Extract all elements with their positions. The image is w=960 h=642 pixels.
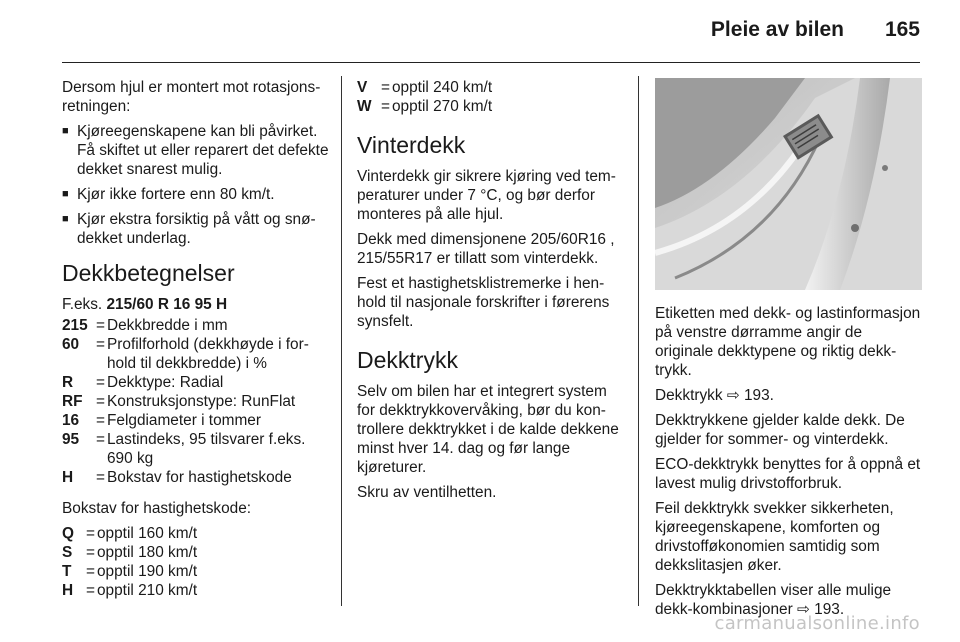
equals-sign: = xyxy=(96,431,105,448)
definition-value: Bokstav for hastighetskode xyxy=(107,469,292,486)
definition-value: Profilforhold (dekkhøyde i forhold til dekkbredde) i % xyxy=(107,336,309,372)
column-divider-1 xyxy=(341,76,342,606)
tire-code-definitions xyxy=(62,316,332,487)
paragraph: Feil dekktrykk svekker sikkerheten, kjøreegenskapene, komforten og drivstofføkonomien samtidig som dekkslitasjen øker. xyxy=(655,500,894,574)
speed-key: Q xyxy=(62,525,74,542)
definition-key: 60 xyxy=(62,336,80,353)
heading-vinterdekk: Vinterdekk xyxy=(357,132,466,158)
definition-row xyxy=(62,316,332,335)
definition-row xyxy=(62,392,332,411)
definition-key: 215 xyxy=(62,317,88,334)
header-rule xyxy=(62,62,920,63)
speed-value: opptil 190 km/t xyxy=(97,563,198,580)
equals-sign: = xyxy=(381,79,390,96)
speed-key: W xyxy=(357,98,372,115)
speed-value: opptil 160 km/t xyxy=(97,525,198,542)
bullet-item: ■ Kjør ekstra forsiktig på vått og snødekket underlag. xyxy=(62,210,332,248)
speed-key: H xyxy=(62,582,74,599)
definition-row xyxy=(62,430,332,468)
heading-dekkbetegnelser: Dekkbetegnelser xyxy=(62,260,235,286)
paragraph: Etiketten med dekk- og lastinformasjon på venstre dørramme angir de originale dekktypene og riktig dekktrykk. xyxy=(655,305,921,379)
paragraph: ECO-dekktrykk benyttes for å oppnå et lavest mulig drivstofforbruk. xyxy=(655,456,921,492)
speed-key: S xyxy=(62,544,73,561)
speed-code-list xyxy=(62,524,332,600)
speed-row xyxy=(62,543,332,562)
paragraph: Dekktrykkene gjelder kalde dekk. De gjelder for sommer- og vinterdekk. xyxy=(655,412,905,448)
speed-value: opptil 180 km/t xyxy=(97,544,198,561)
page-header xyxy=(0,0,960,62)
definition-value: Felgdiameter i tommer xyxy=(107,412,261,429)
paragraph: Vinterdekk gir sikrere kjøring ved temperaturer under 7 °C, og bør derfor monteres på alle hjul. xyxy=(357,168,616,223)
speed-key: V xyxy=(357,79,368,96)
bullet-item: ■ Kjør ikke fortere enn 80 km/t. xyxy=(62,185,332,204)
column-2 xyxy=(357,78,623,508)
door-frame-label-photo xyxy=(655,78,922,290)
paragraph: Dekk med dimensjonene 205/60R16 , 215/55R17 er tillatt som vinterdekk. xyxy=(357,231,615,267)
speed-value: opptil 240 km/t xyxy=(392,79,493,96)
definition-row xyxy=(62,468,332,487)
equals-sign: = xyxy=(96,469,105,486)
equals-sign: = xyxy=(96,374,105,391)
bullet-list xyxy=(62,122,332,248)
equals-sign: = xyxy=(96,393,105,410)
paragraph-ref-link[interactable]: Dekktrykktabellen viser alle mulige dekk-kombinasjoner ⇨ 193. xyxy=(655,582,892,618)
door-frame-illustration xyxy=(655,78,922,290)
equals-sign: = xyxy=(96,336,105,353)
paragraph: Fest et hastighetsklistremerke i henhold til nasjonale forskrifter i førerens synsfelt. xyxy=(357,275,610,330)
definition-row xyxy=(62,411,332,430)
equals-sign: = xyxy=(86,544,95,561)
definition-row xyxy=(62,335,332,373)
definition-value: Konstruksjonstype: RunFlat xyxy=(107,393,296,410)
definition-key: R xyxy=(62,374,74,391)
speed-key: T xyxy=(62,563,72,580)
equals-sign: = xyxy=(381,98,390,115)
example-value: 215/60 R 16 95 H xyxy=(106,296,228,313)
watermark: carmanualsonline.info xyxy=(714,613,920,634)
intro-text: Dersom hjul er montert mot rotasjonsretningen: xyxy=(62,79,321,115)
definition-value: Lastindeks, 95 tilsvarer f.eks. 690 kg xyxy=(107,431,306,467)
equals-sign: = xyxy=(86,525,95,542)
definition-key: H xyxy=(62,469,74,486)
equals-sign: = xyxy=(96,412,105,429)
equals-sign: = xyxy=(86,563,95,580)
page-title: Pleie av bilen xyxy=(710,18,844,41)
speed-value: opptil 210 km/t xyxy=(97,582,198,599)
definition-row xyxy=(62,373,332,392)
definition-key: RF xyxy=(62,393,83,410)
column-3 xyxy=(655,78,922,625)
definition-value: Dekkbredde i mm xyxy=(107,317,228,334)
column-1 xyxy=(62,78,332,600)
paragraph-ref-link[interactable]: Dekktrykk ⇨ 193. xyxy=(655,387,774,404)
speed-row xyxy=(62,524,332,543)
speed-value: opptil 270 km/t xyxy=(392,98,493,115)
definition-key: 16 xyxy=(62,412,80,429)
example-prefix: F.eks. xyxy=(62,296,103,313)
speed-code-intro: Bokstav for hastighetskode: xyxy=(62,500,252,517)
speed-row xyxy=(62,562,332,581)
definition-key: 95 xyxy=(62,431,80,448)
page-number: 165 xyxy=(884,18,920,41)
equals-sign: = xyxy=(86,582,95,599)
bullet-item: ■ Kjøreegenskapene kan bli påvirket. Få skiftet ut eller reparert det defekte dekket snarest mulig. xyxy=(62,122,332,179)
equals-sign: = xyxy=(96,317,105,334)
speed-row xyxy=(357,97,623,116)
speed-row xyxy=(62,581,332,600)
paragraph: Skru av ventilhetten. xyxy=(357,484,497,501)
example-line xyxy=(62,295,332,314)
speed-code-list-continued xyxy=(357,78,623,116)
definition-value: Dekktype: Radial xyxy=(107,374,224,391)
column-divider-2 xyxy=(638,76,639,606)
heading-dekktrykk: Dekktrykk xyxy=(357,347,458,373)
speed-row xyxy=(357,78,623,97)
paragraph: Selv om bilen har et integrert system for dekktrykkovervåking, bør du kontrollere dekktrykket i de kalde dekkene minst hver 14. dag og før lange kjøreturer. xyxy=(357,383,619,476)
